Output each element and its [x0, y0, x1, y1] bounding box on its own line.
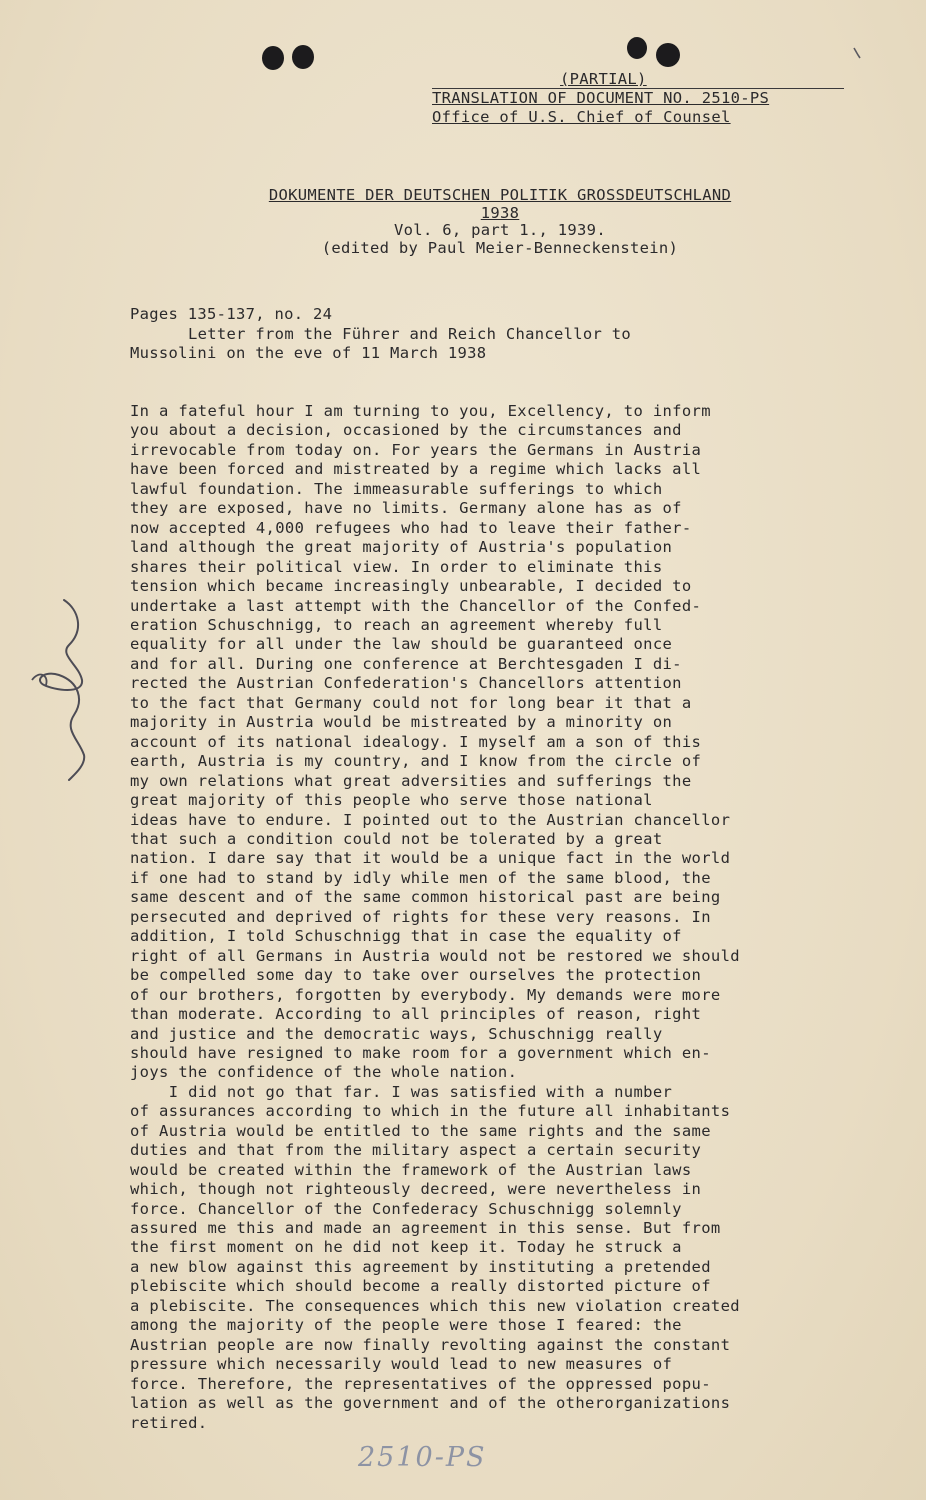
body-line: pressure which necessarily would lead to new measures of	[130, 1355, 673, 1374]
punch-hole-right-1	[627, 37, 647, 59]
body-line: shares their political view. In order to eliminate this	[130, 557, 663, 576]
letter-body	[130, 402, 890, 1433]
body-line: which, though not righteously decreed, were nevertheless in	[130, 1180, 702, 1199]
handwritten-initial-mark	[24, 590, 104, 790]
source-title-year: 1938	[480, 203, 520, 222]
body-line: among the majority of the people were those I feared: the	[130, 1316, 682, 1335]
body-line: irrevocable from today on. For years the Germans in Austria	[130, 440, 702, 459]
body-line: of assurances according to which in the future all inhabitants	[130, 1102, 731, 1121]
punch-hole-right-2	[656, 43, 680, 67]
body-line: now accepted 4,000 refugees who had to leave their father-	[130, 518, 692, 537]
body-line: and for all. During one conference at Berchtesgaden I di-	[130, 654, 682, 673]
body-line: right of all Germans in Austria would not be restored we should	[130, 946, 740, 965]
body-line: force. Therefore, the representatives of the oppressed popu-	[130, 1374, 711, 1393]
body-line: and justice and the democratic ways, Schuschnigg really	[130, 1024, 663, 1043]
body-line: a new blow against this agreement by instituting a pretended	[130, 1257, 711, 1276]
body-line: be compelled some day to take over ourselves the protection	[130, 966, 702, 985]
letter-description-2: Mussolini on the eve of 11 March 1938	[130, 344, 487, 362]
body-line: a plebiscite. The consequences which this new violation created	[130, 1296, 740, 1315]
translation-header	[432, 70, 842, 127]
body-line: account of its national idealogy. I myself am a son of this	[130, 732, 702, 751]
body-line: addition, I told Schuschnigg that in case the equality of	[130, 927, 682, 946]
body-line: to the fact that Germany could not for long bear it that a	[130, 693, 692, 712]
body-line: you about a decision, occasioned by the circumstances and	[130, 421, 682, 440]
body-line: plebiscite which should become a really distorted picture of	[130, 1277, 711, 1296]
body-line: my own relations what great adversities and sufferings the	[130, 771, 692, 790]
body-line: lawful foundation. The immeasurable sufferings to which	[130, 479, 663, 498]
body-line: should have resigned to make room for a government which en-	[130, 1043, 711, 1062]
body-line: I did not go that far. I was satisfied with a number	[130, 1082, 673, 1101]
body-line: equality for all under the law should be guaranteed once	[130, 635, 673, 654]
pencil-tick-mark	[852, 46, 862, 60]
body-line: joys the confidence of the whole nation.	[130, 1063, 518, 1082]
office-line: Office of U.S. Chief of Counsel	[432, 108, 731, 126]
body-line: land although the great majority of Austria's population	[130, 538, 673, 557]
translation-line: TRANSLATION OF DOCUMENT NO. 2510-PS	[432, 89, 770, 107]
body-line: rected the Austrian Confederation's Chancellors attention	[130, 674, 682, 693]
body-line: majority in Austria would be mistreated by a minority on	[130, 713, 673, 732]
body-line: of Austria would be entitled to the same rights and the same	[130, 1121, 711, 1140]
body-line: great majority of this people who serve those national	[130, 791, 653, 810]
body-line: duties and that from the military aspect a certain security	[130, 1141, 702, 1160]
pages-ref: Pages 135-137, no. 24	[130, 305, 333, 323]
body-line: Austrian people are now finally revolting against the constant	[130, 1335, 731, 1354]
body-line: the first moment on he did not keep it. Today he struck a	[130, 1238, 682, 1257]
body-line: persecuted and deprived of rights for these very reasons. In	[130, 907, 711, 926]
partial-label: (PARTIAL)	[560, 70, 647, 88]
body-line: same descent and of the same common historical past are being	[130, 888, 721, 907]
punch-hole-left-1	[262, 46, 284, 70]
body-line: assured me this and made an agreement in this sense. But from	[130, 1219, 721, 1238]
body-line: tension which became increasingly unbearable, I decided to	[130, 577, 692, 596]
body-line: force. Chancellor of the Confederacy Schuschnigg solemnly	[130, 1199, 682, 1218]
source-volume: Vol. 6, part 1., 1939.	[394, 221, 606, 239]
source-title	[170, 187, 830, 257]
letter-description-1: Letter from the Führer and Reich Chancellor to	[188, 324, 632, 343]
body-line: undertake a last attempt with the Chancellor of the Confed-	[130, 596, 702, 615]
body-line: earth, Austria is my country, and I know from the circle of	[130, 752, 702, 771]
body-line: nation. I dare say that it would be a unique fact in the world	[130, 849, 731, 868]
source-editor: (edited by Paul Meier-Benneckenstein)	[321, 238, 679, 257]
body-line: In a fateful hour I am turning to you, Excellency, to inform	[130, 402, 711, 420]
body-line: lation as well as the government and of the otherorganizations	[130, 1394, 731, 1413]
body-line: retired.	[130, 1413, 208, 1432]
body-line: if one had to stand by idly while men of the same blood, the	[130, 868, 711, 887]
punch-hole-left-2	[292, 45, 314, 69]
body-line: that such a condition could not be tolerated by a great	[130, 829, 663, 848]
source-title-line1: DOKUMENTE DER DEUTSCHEN POLITIK GROSSDEUTSCHLAND	[268, 186, 732, 204]
body-line: eration Schuschnigg, to reach an agreement whereby full	[130, 615, 663, 634]
body-line: than moderate. According to all principles of reason, right	[130, 1005, 702, 1024]
body-line: ideas have to endure. I pointed out to the Austrian chancellor	[130, 810, 731, 829]
body-line: of our brothers, forgotten by everybody. My demands were more	[130, 985, 721, 1004]
page-reference	[130, 305, 850, 364]
document-number-stamp: 2510-PS	[358, 1442, 487, 1473]
body-line: would be created within the framework of the Austrian laws	[130, 1160, 692, 1179]
body-line: have been forced and mistreated by a regime which lacks all	[130, 460, 702, 479]
body-line: they are exposed, have no limits. Germany alone has as of	[130, 499, 682, 518]
